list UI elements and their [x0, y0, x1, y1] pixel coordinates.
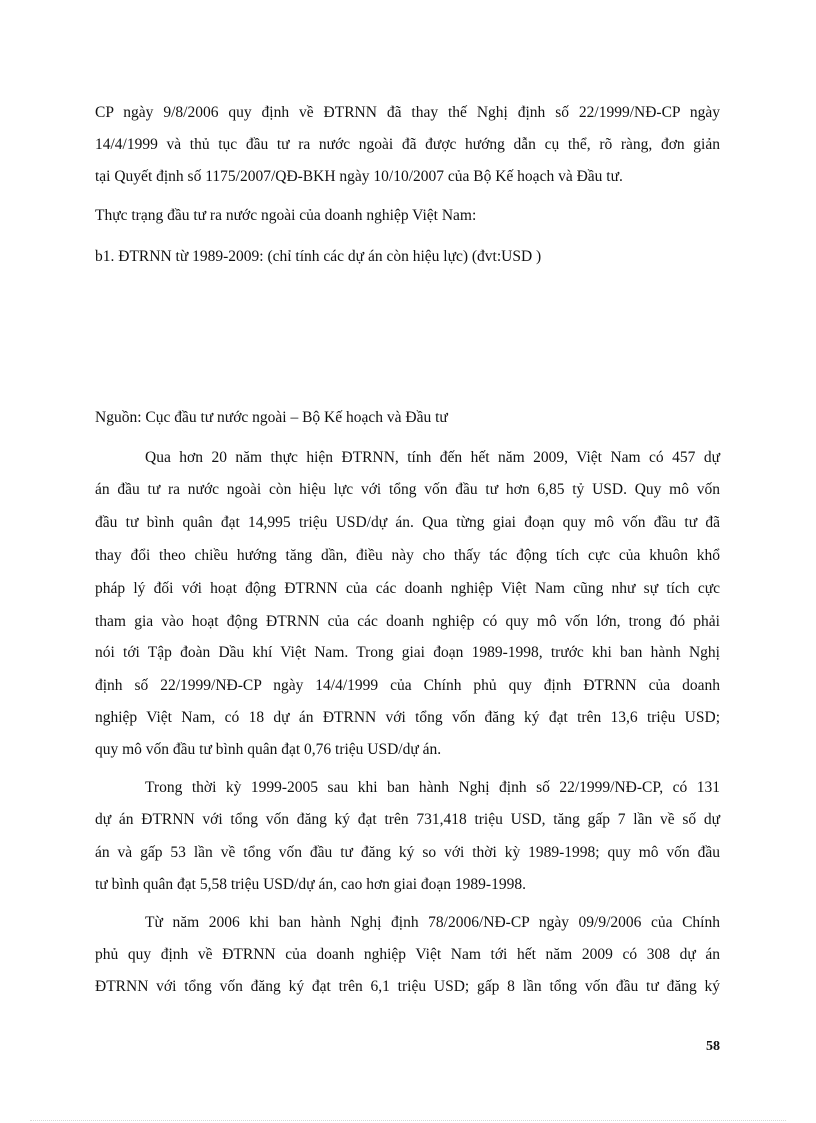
text-line: b1. ĐTRNN từ 1989-2009: (chỉ tính các dự án còn hiệu lực) (đvt:USD ): [95, 248, 542, 265]
text-line: dự án ĐTRNN với tổng vốn đăng ký đạt trên 731,418 triệu USD, tăng gấp 7 lần về số dự: [95, 811, 720, 828]
text-line: định số 22/1999/NĐ-CP ngày 14/4/1999 của Chính phủ quy định ĐTRNN của doanh: [95, 677, 720, 694]
text-line: Qua hơn 20 năm thực hiện ĐTRNN, tính đến hết năm 2009, Việt Nam có 457 dự: [145, 449, 720, 466]
text-line: tư bình quân đạt 5,58 triệu USD/dự án, cao hơn giai đoạn 1989-1998.: [95, 876, 526, 893]
text-line: tham gia vào hoạt động ĐTRNN của các doanh nghiệp có quy mô vốn lớn, trong đó phải: [95, 613, 720, 630]
page-bottom-divider: [30, 1120, 786, 1121]
text-line: ĐTRNN với tổng vốn đăng ký đạt trên 6,1 triệu USD; gấp 8 lần tổng vốn đầu tư đăng ký: [95, 978, 720, 995]
text-line: quy mô vốn đầu tư bình quân đạt 0,76 triệu USD/dự án.: [95, 741, 442, 758]
text-line: án đầu tư ra nước ngoài còn hiệu lực với tổng vốn đầu tư hơn 6,85 tỷ USD. Quy mô vốn: [95, 481, 720, 498]
text-line: nghiệp Việt Nam, có 18 dự án ĐTRNN với tổng vốn đăng ký đạt trên 13,6 triệu USD;: [95, 709, 720, 726]
text-line: án và gấp 53 lần về tổng vốn đầu tư đăng ký so với thời kỳ 1989-1998; quy mô vốn đầu: [95, 844, 720, 861]
text-line: Từ năm 2006 khi ban hành Nghị định 78/2006/NĐ-CP ngày 09/9/2006 của Chính: [145, 914, 720, 931]
text-line: đầu tư bình quân đạt 14,995 triệu USD/dự án. Qua từng giai đoạn quy mô vốn đầu tư đã: [95, 514, 720, 531]
text-line: thay đổi theo chiều hướng tăng dần, điều này cho thấy tác động tích cực của khuôn khổ: [95, 547, 720, 564]
source-note: Nguồn: Cục đầu tư nước ngoài – Bộ Kế hoạch và Đầu tư: [95, 409, 448, 426]
text-line: 14/4/1999 và thủ tục đầu tư ra nước ngoài đã được hướng dẫn cụ thể, rõ ràng, đơn giản: [95, 136, 720, 153]
page-number: 58: [706, 1039, 720, 1054]
text-line: phủ quy định về ĐTRNN của doanh nghiệp Việt Nam tới hết năm 2009 có 308 dự án: [95, 946, 720, 963]
text-line: pháp lý đối với hoạt động ĐTRNN của các doanh nghiệp Việt Nam cũng như sự tích cực: [95, 580, 720, 597]
text-line: Thực trạng đầu tư ra nước ngoài của doanh nghiệp Việt Nam:: [95, 207, 477, 224]
text-line: tại Quyết định số 1175/2007/QĐ-BKH ngày 10/10/2007 của Bộ Kế hoạch và Đầu tư.: [95, 168, 623, 185]
text-line: Trong thời kỳ 1999-2005 sau khi ban hành Nghị định số 22/1999/NĐ-CP, có 131: [145, 779, 720, 796]
text-line: CP ngày 9/8/2006 quy định về ĐTRNN đã thay thế Nghị định số 22/1999/NĐ-CP ngày: [95, 104, 720, 121]
text-line: nói tới Tập đoàn Dầu khí Việt Nam. Trong giai đoạn 1989-1998, trước khi ban hành Nghị: [95, 644, 720, 661]
